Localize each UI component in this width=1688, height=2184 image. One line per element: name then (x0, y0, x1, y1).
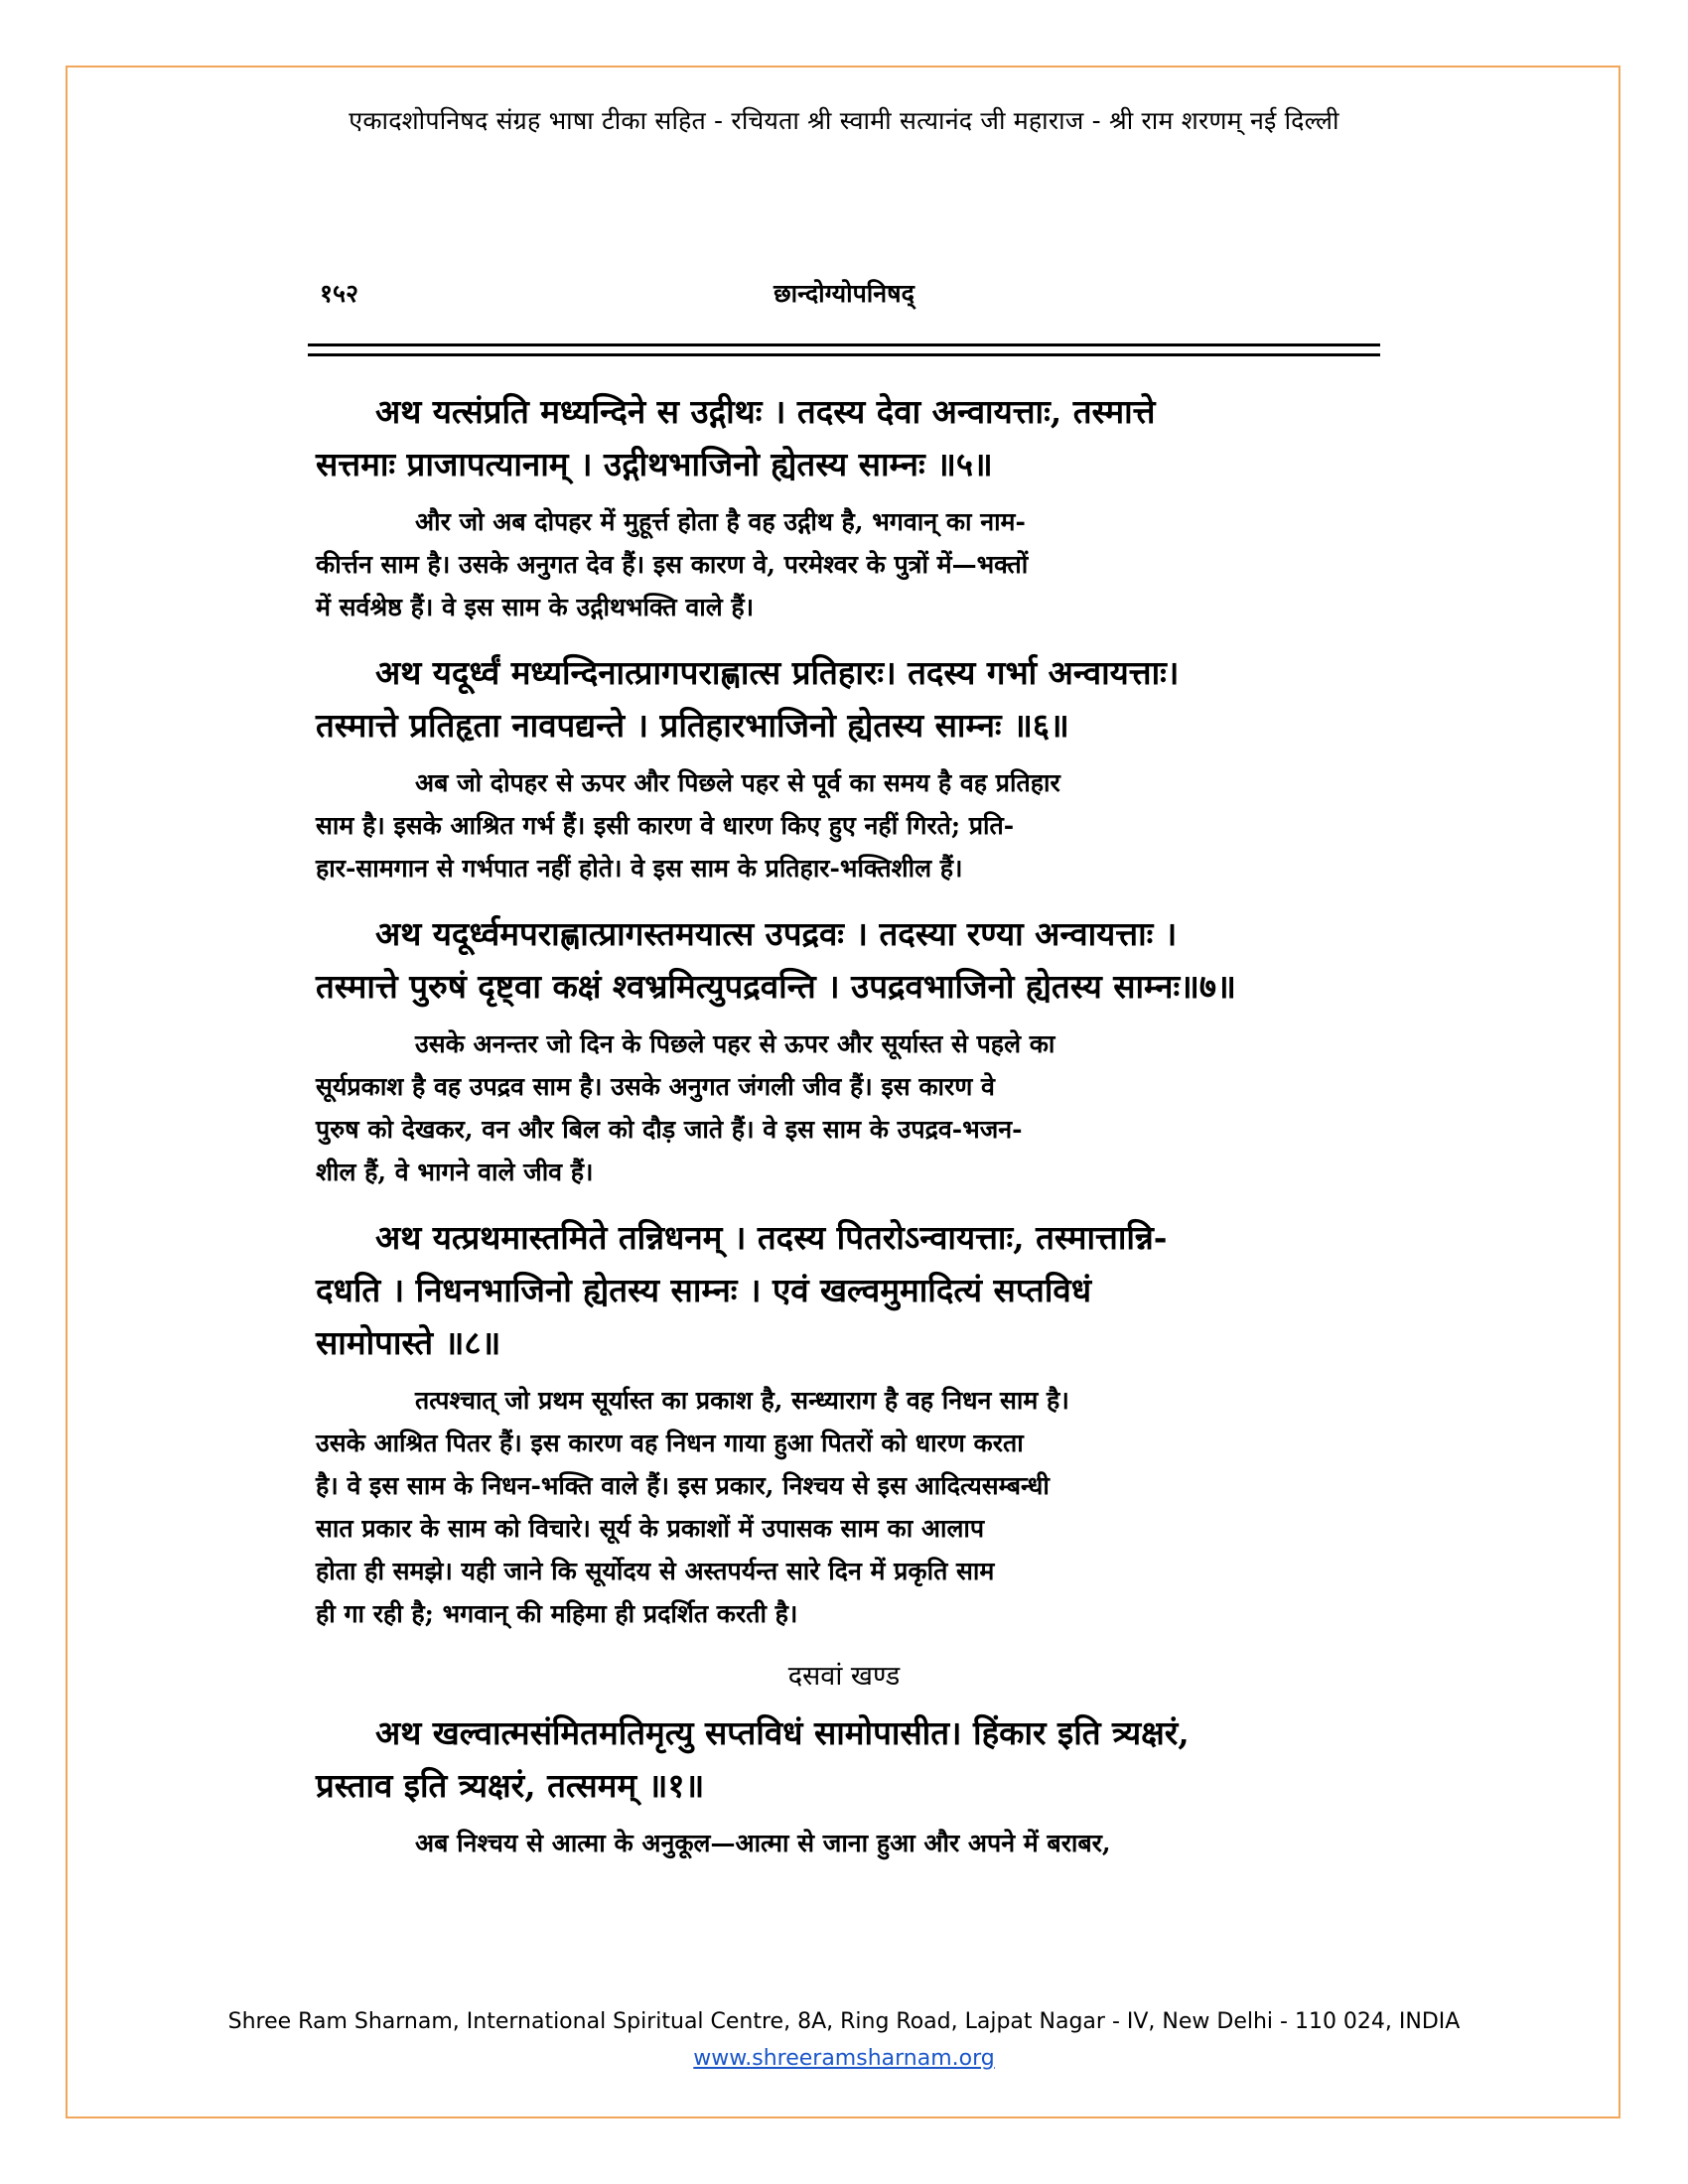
website-link[interactable]: www.shreeramsharnam.org (693, 2046, 995, 2071)
header-rule-top (308, 343, 1380, 346)
commentary-line: सात प्रकार के साम को विचारे। सूर्य के प्रकाशों में उपासक साम का आलाप (316, 1514, 985, 1543)
verse-line: दधति । निधनभाजिनो ह्येतस्य साम्नः । एवं खल्वमुमादित्यं सप्तविधं (316, 1271, 1092, 1309)
verse-block (316, 1706, 1372, 1812)
commentary-line: में सर्वश्रेष्ठ हैं। वे इस साम के उद्गीथभक्ति वाले हैं। (316, 593, 755, 621)
verse-block (316, 907, 1372, 1013)
footer-address: Shree Ram Sharnam, International Spiritual Centre, 8A, Ring Road, Lajpat Nagar - IV, New Delhi - 110 024, INDIA (227, 2009, 1461, 2034)
verse-line: प्रस्ताव इति त्र्यक्षरं, तत्समम् ॥१॥ (316, 1766, 705, 1805)
commentary-line: ही गा रही है; भगवान् की महिमा ही प्रदर्शित करती है। (316, 1599, 798, 1628)
verse-line: अथ यदूर्ध्वमपराह्णात्प्रागस्तमयात्स उपद्रवः । तदस्या रण्या अन्वायत्ताः । (375, 914, 1178, 953)
verse-line: अथ यत्प्रथमास्तमिते तन्निधनम् । तदस्य पितरोऽन्वायत्ताः, तस्मात्तान्नि- (375, 1218, 1168, 1257)
verse-line: सामोपास्ते ॥८॥ (316, 1323, 501, 1362)
commentary-line: शील हैं, वे भागने वाले जीव हैं। (316, 1158, 594, 1186)
commentary-line: अब जो दोपहर से ऊपर और पिछले पहर से पूर्व का समय है वह प्रतिहार (415, 768, 1060, 797)
commentary-line: उसके आश्रित पितर हैं। इस कारण वह निधन गाया हुआ पितरों को धारण करता (316, 1429, 1024, 1457)
verse-line: अथ यदूर्ध्वं मध्यन्दिनात्प्रागपराह्णात्स प्रतिहारः। तदस्य गर्भा अन्वायत्ताः। (375, 653, 1180, 692)
commentary-line: हार-सामगान से गर्भपात नहीं होते। वे इस साम के प्रतिहार-भक्तिशील हैं। (316, 854, 963, 883)
commentary-line: होता ही समझे। यही जाने कि सूर्योदय से अस्तपर्यन्त सारे दिन में प्रकृति साम (316, 1557, 995, 1585)
page-content (316, 385, 1372, 1882)
commentary-block (316, 1379, 1372, 1635)
commentary-block (316, 1822, 1372, 1864)
verse-line: अथ यत्संप्रति मध्यन्दिने स उद्गीथः । तदस्य देवा अन्वायत्ताः, तस्मात्ते (375, 392, 1156, 431)
header-rule-bottom (308, 353, 1380, 356)
commentary-line: साम है। इसके आश्रित गर्भ हैं। इसी कारण वे धारण किए हुए नहीं गिरते; प्रति- (316, 811, 1015, 840)
verse-block (316, 646, 1372, 751)
page-head (298, 258, 1390, 318)
page-title: छान्दोग्योपनिषद् (774, 279, 914, 308)
verse-block (316, 385, 1372, 490)
scanned-page (298, 258, 1390, 1966)
verse-block (316, 1211, 1372, 1369)
commentary-block (316, 500, 1372, 628)
commentary-line: और जो अब दोपहर में मुहूर्त्त होता है वह उद्गीथ है, भगवान् का नाम- (415, 507, 1026, 536)
commentary-line: उसके अनन्तर जो दिन के पिछले पहर से ऊपर और सूर्यास्त से पहले का (415, 1029, 1055, 1058)
section-heading (316, 1653, 1372, 1701)
commentary-line: पुरुष को देखकर, वन और बिल को दौड़ जाते हैं। वे इस साम के उपद्रव-भजन- (316, 1115, 1023, 1144)
section-heading-text: दसवां खण्ड (787, 1661, 901, 1692)
document-header: एकादशोपनिषद संग्रह भाषा टीका सहित - रचियता श्री स्वामी सत्यानंद जी महाराज - श्री राम शरणम् नई दिल्ली (349, 106, 1339, 135)
commentary-line: है। वे इस साम के निधन-भक्ति वाले हैं। इस प्रकार, निश्चय से इस आदित्यसम्बन्धी (316, 1471, 1050, 1500)
commentary-line: अब निश्चय से आत्मा के अनुकूल—आत्मा से जाना हुआ और अपने में बराबर, (415, 1829, 1111, 1857)
verse-line: सत्तमाः प्राजापत्यानाम् । उद्गीथभाजिनो ह्येतस्य साम्नः ॥५॥ (316, 445, 993, 483)
page-number: १५२ (320, 279, 359, 308)
commentary-line: तत्पश्चात् जो प्रथम सूर्यास्त का प्रकाश है, सन्ध्याराग है वह निधन साम है। (415, 1386, 1069, 1415)
commentary-block (316, 761, 1372, 889)
verse-line: तस्मात्ते पुरुषं दृष्ट्वा कक्षं श्वभ्रमित्युपद्रवन्ति । उपद्रवभाजिनो ह्येतस्य साम्नः॥७॥ (316, 967, 1236, 1006)
footer-link-wrap (0, 2046, 1688, 2071)
commentary-line: कीर्त्तन साम है। उसके अनुगत देव हैं। इस कारण वे, परमेश्वर के पुत्रों में—भक्तों (316, 550, 1029, 579)
verse-line: अथ खल्वात्मसंमितमतिमृत्यु सप्तविधं सामोपासीत। हिंकार इति त्र्यक्षरं, (375, 1713, 1190, 1752)
verse-line: तस्मात्ते प्रतिहृता नावपद्यन्ते । प्रतिहारभाजिनो ह्येतस्य साम्नः ॥६॥ (316, 706, 1069, 745)
commentary-block (316, 1023, 1372, 1193)
commentary-line: सूर्यप्रकाश है वह उपद्रव साम है। उसके अनुगत जंगली जीव हैं। इस कारण वे (316, 1072, 995, 1101)
